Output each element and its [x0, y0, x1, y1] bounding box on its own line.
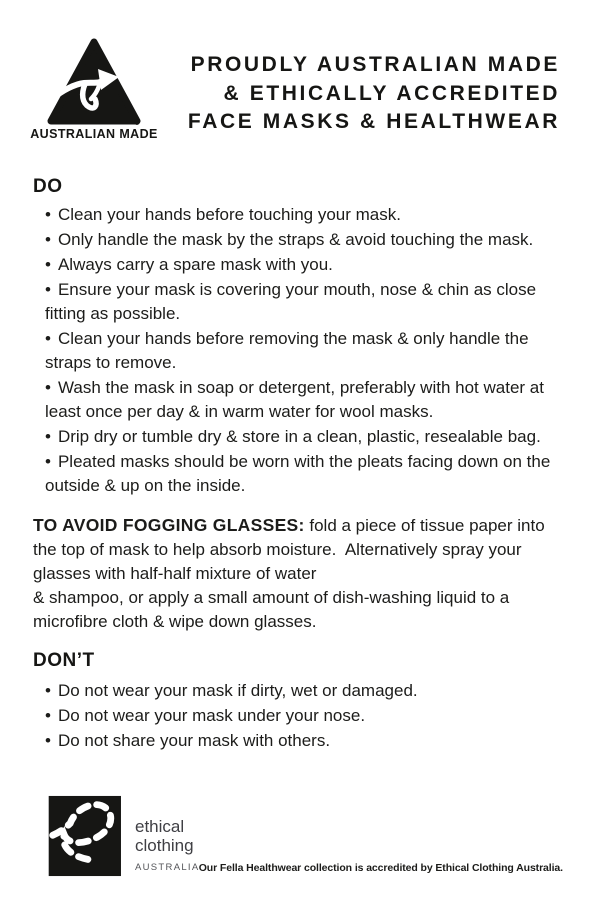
- bullet-icon: •: [45, 230, 51, 249]
- list-item-text: Clean your hands before touching your mask.: [57, 205, 401, 224]
- list-item: [38, 253, 566, 277]
- australian-made-label: AUSTRALIAN MADE: [30, 127, 158, 141]
- do-heading: DO: [33, 176, 63, 197]
- list-item: [38, 203, 566, 227]
- list-item-text: Drip dry or tumble dry & store in a clean, plastic, resealable bag.: [57, 427, 541, 446]
- dont-heading: DON’T: [33, 650, 95, 671]
- footer: [33, 794, 563, 878]
- fogging-text-continued: & shampoo, or apply a small amount of dish-washing liquid to a microfibre cloth & wipe down glasses.: [33, 588, 514, 631]
- ethical-clothing-australia-dashed-e-icon: [33, 794, 123, 878]
- australian-made-logo: [28, 36, 160, 141]
- header: [0, 0, 600, 141]
- dont-section: [33, 649, 566, 753]
- title-line-1: PROUDLY AUSTRALIAN MADE: [190, 53, 560, 76]
- list-item: [38, 729, 566, 753]
- eca-line-ethical: ethical: [135, 817, 185, 836]
- title-line-2: & ETHICALLY ACCREDITED: [223, 81, 560, 105]
- list-item-text: Pleated masks should be worn with the pleats facing down on the outside & up on the inside.: [45, 452, 560, 495]
- page-title: [160, 36, 560, 141]
- bullet-icon: •: [45, 681, 51, 700]
- eca-line-australia: AUSTRALIA: [135, 862, 200, 873]
- eca-line-clothing: clothing: [135, 836, 194, 855]
- list-item: [38, 704, 566, 728]
- ethical-clothing-wordmark: [135, 817, 200, 878]
- do-list: [33, 203, 566, 498]
- list-item: [38, 228, 566, 252]
- dont-list: [33, 679, 566, 753]
- ethical-clothing-australia-logo: [33, 794, 123, 878]
- bullet-icon: •: [45, 706, 51, 725]
- bullet-icon: •: [45, 452, 51, 471]
- title-line-3: FACE MASKS & HEALTHWEAR: [187, 110, 560, 133]
- list-item-text: Wash the mask in soap or detergent, preferably with hot water at least once per day & in warm water for wool masks.: [45, 378, 554, 421]
- list-item-text: Do not wear your mask under your nose.: [57, 706, 366, 725]
- list-item: [38, 425, 566, 449]
- list-item-text: Do not wear your mask if dirty, wet or damaged.: [57, 681, 418, 700]
- bullet-icon: •: [45, 255, 51, 274]
- list-item-text: Only handle the mask by the straps & avoid touching the mask.: [57, 230, 534, 249]
- list-item-text: Clean your hands before removing the mask & only handle the straps to remove.: [45, 329, 534, 372]
- fogging-glasses-paragraph: [33, 513, 566, 634]
- bullet-icon: •: [45, 329, 51, 348]
- list-item: [38, 278, 566, 326]
- list-item: [38, 327, 566, 375]
- list-item-text: Always carry a spare mask with you.: [57, 255, 333, 274]
- australian-made-kangaroo-triangle-icon: [44, 36, 144, 126]
- list-item-text: Ensure your mask is covering your mouth, nose & chin as close fitting as possible.: [45, 280, 541, 323]
- bullet-icon: •: [45, 427, 51, 446]
- list-item-text: Do not share your mask with others.: [57, 731, 331, 750]
- registered-mark: ®: [134, 118, 140, 126]
- do-section: [33, 175, 566, 498]
- accreditation-caption: Our Fella Healthwear collection is accredited by Ethical Clothing Australia.: [198, 862, 563, 874]
- list-item: [38, 679, 566, 703]
- bullet-icon: •: [45, 378, 51, 397]
- fogging-text: fold a piece of tissue paper into the top of mask to help absorb moisture. Alternatively spray your glasses with half-half mixture of water: [33, 516, 550, 583]
- bullet-icon: •: [45, 205, 51, 224]
- bullet-icon: •: [45, 280, 51, 299]
- instructions: [0, 141, 600, 753]
- bullet-icon: •: [45, 731, 51, 750]
- fogging-heading: TO AVOID FOGGING GLASSES:: [33, 515, 305, 535]
- list-item: [38, 450, 566, 498]
- list-item: [38, 376, 566, 424]
